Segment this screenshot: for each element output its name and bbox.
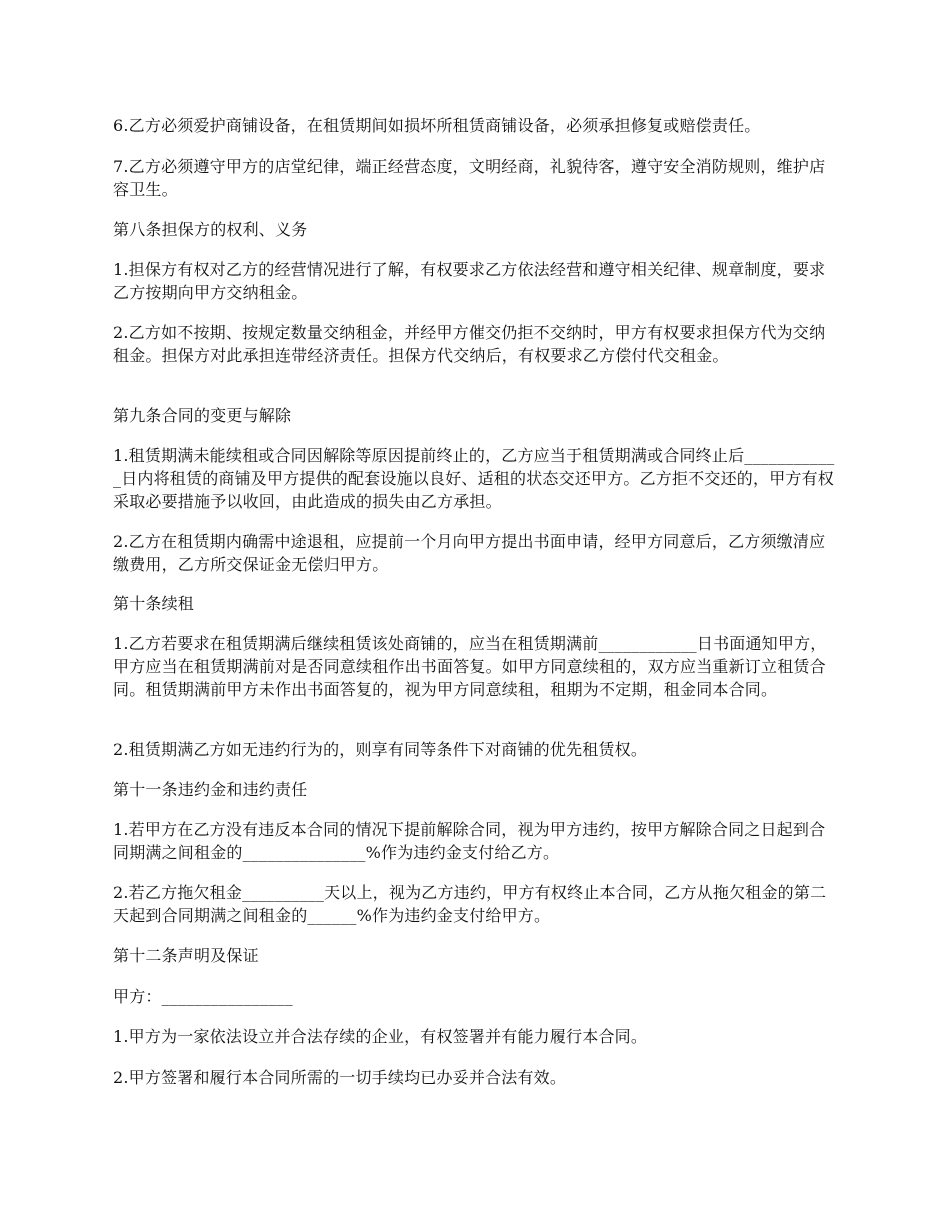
section-heading-article-9: 第九条合同的变更与解除	[113, 406, 292, 425]
clause-9-item-1: 1.租赁期满未能续租或合同因解除等原因提前终止的，乙方应当于租赁期满或合同终止后____________日内将租赁的商铺及甲方提供的配套设施以良好、适租的状态交还甲方。乙方拒不交还的，甲方有权采取必要措施予以收回，由此造成的损失由乙方承担。	[113, 446, 835, 511]
clause-11-item-1: 1.若甲方在乙方没有违反本合同的情况下提前解除合同，视为甲方违约，按甲方解除合同之日起到合同期满之间租金的_______________%作为违约金支付给乙方。	[113, 820, 826, 862]
clause-12-item-1: 1.甲方为一家依法设立并合法存续的企业，有权签署并有能力履行本合同。	[113, 1027, 648, 1046]
section-heading-article-8: 第八条担保方的权利、义务	[113, 220, 308, 239]
clause-9-item-2: 2.乙方在租赁期内确需中途退租，应提前一个月向甲方提出书面申请，经甲方同意后，乙方须缴清应缴费用，乙方所交保证金无偿归甲方。	[113, 532, 826, 574]
clause-10-item-2: 2.租赁期满乙方如无违约行为的，则享有同等条件下对商铺的优先租赁权。	[113, 740, 648, 759]
section-heading-article-12: 第十二条声明及保证	[113, 946, 259, 965]
section-heading-article-10: 第十条续租	[113, 594, 195, 613]
section-heading-article-11: 第十一条违约金和违约责任	[113, 780, 308, 799]
clause-7-item-7: 7.乙方必须遵守甲方的店堂纪律，端正经营态度，文明经商，礼貌待客，遵守安全消防规则，维护店容卫生。	[113, 157, 826, 199]
clause-10-item-1: 1.乙方若要求在租赁期满后继续租赁该处商铺的，应当在租赁期满前____________日书面通知甲方，甲方应当在租赁期满前对是否同意续租作出书面答复。如甲方同意续租的，双方应当重新订立租赁合同。租赁期满前甲方未作出书面答复的，视为甲方同意续租，租期为不定期，租金同本合同。	[113, 634, 827, 699]
clause-7-item-6: 6.乙方必须爱护商铺设备，在租赁期间如损坏所租赁商铺设备，必须承担修复或赔偿责任。	[113, 116, 761, 135]
clause-11-item-2: 2.若乙方拖欠租金__________天以上，视为乙方违约，甲方有权终止本合同，乙方从拖欠租金的第二天起到合同期满之间租金的______%作为违约金支付给甲方。	[113, 883, 827, 925]
clause-12-item-2: 2.甲方签署和履行本合同所需的一切手续均已办妥并合法有效。	[113, 1068, 567, 1087]
party-a-signature-line: 甲方：________________	[113, 987, 293, 1006]
clause-8-item-2: 2.乙方如不按期、按规定数量交纳租金，并经甲方催交仍拒不交纳时，甲方有权要求担保方代为交纳租金。担保方对此承担连带经济责任。担保方代交纳后，有权要求乙方偿付代交租金。	[113, 323, 826, 365]
clause-8-item-1: 1.担保方有权对乙方的经营情况进行了解，有权要求乙方依法经营和遵守相关纪律、规章制度，要求乙方按期向甲方交纳租金。	[113, 260, 826, 302]
